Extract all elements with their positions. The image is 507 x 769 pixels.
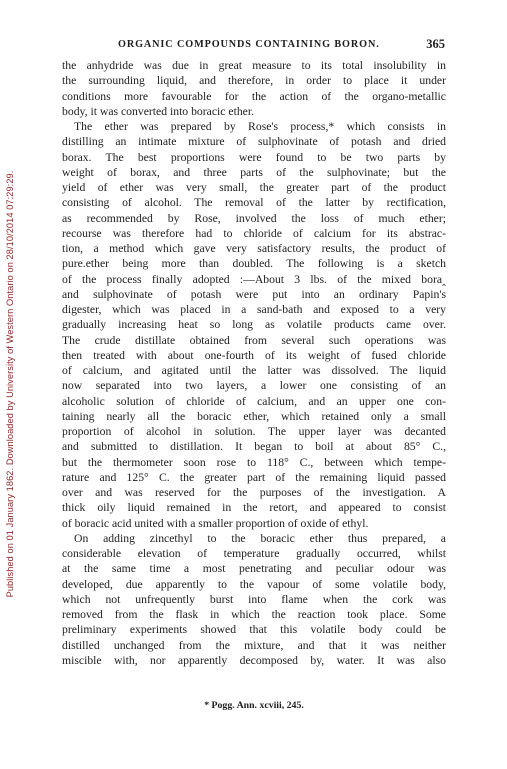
text-line: alcoholic solution of chloride of calcium, and an upper one con- <box>62 394 446 408</box>
download-stamp: Published on 01 January 1862. Downloaded by University of Western Ontario on 28/10/2014 07:29:29. <box>5 170 15 598</box>
text-line: borax. The best proportions were found to be two parts by <box>62 150 446 164</box>
text-line: The crude distillate obtained from several such operations was <box>62 333 446 347</box>
text-line: the anhydride was due in great measure to its total insolubility in <box>62 59 446 72</box>
text-line: thick oily liquid remained in the retort, and appeared to consist <box>62 501 446 515</box>
text-line: weight of borax, and three parts of the sulphovinate; but the <box>62 165 446 179</box>
running-header <box>62 37 446 53</box>
page-number: 365 <box>426 37 445 51</box>
text-line: digester, which was placed in a sand-bath and exposed to a very <box>62 303 446 316</box>
text-line: considerable elevation of temperature gradually occurred, whilst <box>62 547 446 560</box>
text-line: distilling an intimate mixture of sulphovinate of potash and dried <box>62 135 446 149</box>
text-line: body, it was converted into boracic ether. <box>62 104 255 118</box>
text-line: and sulphovinate of potash were put into an ordinary Papin's <box>62 287 446 301</box>
text-line: pure.ether being more than doubled. The following is a sketch <box>62 257 446 271</box>
text-line: but the thermometer soon rose to 118° C., between which tempe- <box>62 455 446 469</box>
text-line: proportion of alcohol in solution. The upper layer was decanted <box>62 425 446 438</box>
text-line: gradually increasing heat so long as volatile products came over. <box>62 318 446 332</box>
text-line: recourse was therefore had to chloride of calcium for its abstrac- <box>62 226 446 240</box>
text-line: developed, due apparently to the vapour of some volatile body, <box>62 577 446 591</box>
text-line: miscible with, nor apparently decomposed by, water. It was also <box>62 653 446 667</box>
text-line: then treated with about one-fourth of its weight of fused chloride <box>62 348 446 362</box>
text-line: as recommended by Rose, involved the loss of much ether; <box>62 211 446 225</box>
text-line: of boracic acid united with a smaller proportion of oxide of ethyl. <box>62 516 369 530</box>
side-download-note <box>0 0 20 769</box>
text-line: at the same time a most penetrating and peculiar odour was <box>62 562 446 576</box>
text-line: rature and 125° C. the greater part of the remaining liquid passed <box>62 470 446 484</box>
text-line: On adding zincethyl to the boracic ether thus prepared, a <box>74 531 446 545</box>
text-line: now separated into two layers, a lower one consisting of an <box>62 379 446 393</box>
text-line: the surrounding liquid, and therefore, in order to place it under <box>62 74 446 88</box>
text-line: which not unfrequently burst into flame when the cork was <box>62 592 446 606</box>
text-line: of the process finally adopted :—About 3 lbs. of the mixed bora‸ <box>62 272 446 286</box>
text-line: taining nearly all the boracic ether, which retained only a small <box>62 409 446 423</box>
text-line: over and was reserved for the purposes of the investigation. A <box>62 486 446 499</box>
body-text <box>62 58 446 668</box>
text-line: conditions more favourable for the action of the organo-metallic <box>62 89 446 103</box>
text-line: and submitted to distillation. It began to boil at about 85° C., <box>62 440 446 454</box>
text-line: consisting of alcohol. The removal of the latter by rectification, <box>62 196 446 210</box>
text-line: tion, a method which gave very satisfactory results, the product of <box>62 242 446 255</box>
text-line: preliminary experiments showed that this volatile body could be <box>62 623 446 637</box>
text-line: of calcium, and agitated until the latter was dissolved. The liquid <box>62 364 446 377</box>
text-line: removed from the flask in which the reaction took place. Some <box>62 608 446 621</box>
text-line: yield of ether was very small, the greater part of the product <box>62 181 446 194</box>
running-title: ORGANIC COMPOUNDS CONTAINING BORON. <box>118 39 380 50</box>
text-line: distilled unchanged from the mixture, and that it was neither <box>62 638 446 652</box>
footnote: * Pogg. Ann. xcviii, 245. <box>204 700 304 711</box>
text-line: The ether was prepared by Rose's process,* which consists in <box>74 120 446 133</box>
